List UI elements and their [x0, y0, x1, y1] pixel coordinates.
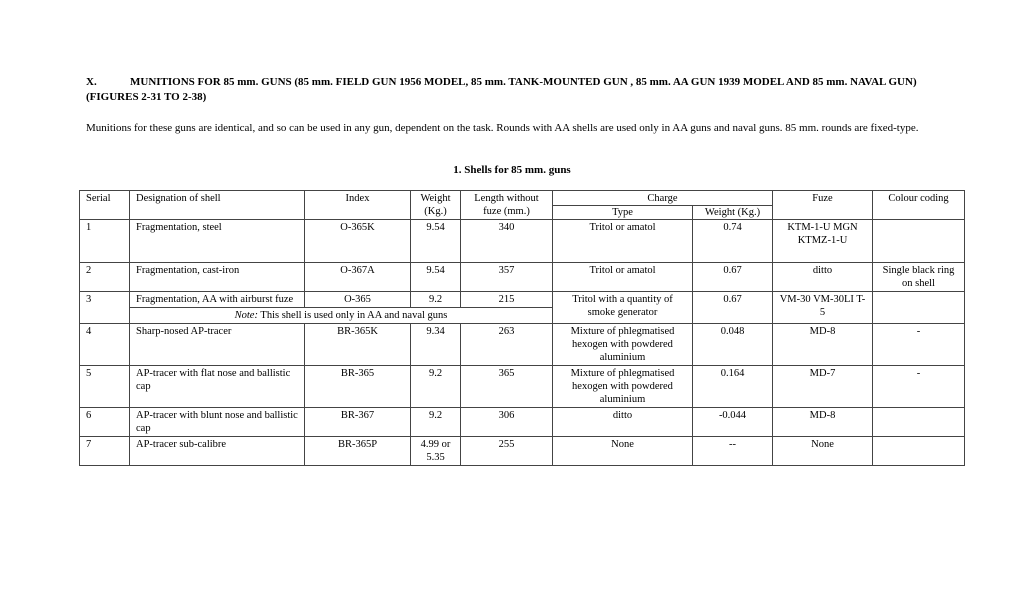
- shells-table: [79, 190, 965, 466]
- cell-fuze: KTM-1-U MGN KTMZ-1-U: [773, 220, 873, 263]
- table-row: [80, 366, 965, 408]
- note-cell: [130, 308, 553, 324]
- cell-length: 365: [461, 366, 553, 408]
- note-text: This shell is used only in AA and naval guns: [257, 310, 448, 321]
- table-caption: 1. Shells for 85 mm. guns: [453, 164, 571, 176]
- cell-colour: -: [873, 366, 965, 408]
- header-serial: Serial: [80, 191, 130, 220]
- cell-designation: Sharp-nosed AP-tracer: [130, 324, 305, 366]
- cell-serial: 1: [80, 220, 130, 263]
- table-row: [80, 324, 965, 366]
- cell-charge-weight: 0.164: [693, 366, 773, 408]
- cell-fuze: MD-8: [773, 324, 873, 366]
- cell-designation: Fragmentation, steel: [130, 220, 305, 263]
- cell-index: O-365: [305, 292, 411, 308]
- cell-fuze: MD-7: [773, 366, 873, 408]
- table-row: [80, 220, 965, 263]
- cell-designation: AP-tracer sub-calibre: [130, 437, 305, 466]
- cell-designation: Fragmentation, AA with airburst fuze: [130, 292, 305, 308]
- cell-colour: [873, 220, 965, 263]
- cell-index: BR-367: [305, 408, 411, 437]
- note-label: Note:: [234, 310, 258, 321]
- cell-serial: 6: [80, 408, 130, 437]
- header-index: Index: [305, 191, 411, 220]
- cell-colour: [873, 292, 965, 324]
- cell-fuze: VM-30 VM-30LI T-5: [773, 292, 873, 324]
- cell-index: O-365K: [305, 220, 411, 263]
- cell-weight: 9.54: [411, 263, 461, 292]
- cell-charge-type: Tritol or amatol: [553, 263, 693, 292]
- cell-colour: [873, 408, 965, 437]
- header-length: Length without fuze (mm.): [461, 191, 553, 220]
- cell-charge-type: Tritol or amatol: [553, 220, 693, 263]
- cell-charge-type: Mixture of phlegmatised hexogen with powdered aluminium: [553, 324, 693, 366]
- cell-serial: 3: [80, 292, 130, 324]
- cell-colour: Single black ring on shell: [873, 263, 965, 292]
- cell-charge-type: Mixture of phlegmatised hexogen with powdered aluminium: [553, 366, 693, 408]
- cell-weight: 9.2: [411, 366, 461, 408]
- cell-charge-weight: --: [693, 437, 773, 466]
- cell-length: 215: [461, 292, 553, 308]
- cell-charge-weight: 0.67: [693, 292, 773, 324]
- cell-weight: 4.99 or 5.35: [411, 437, 461, 466]
- cell-index: BR-365P: [305, 437, 411, 466]
- cell-serial: 2: [80, 263, 130, 292]
- cell-fuze: MD-8: [773, 408, 873, 437]
- cell-fuze: None: [773, 437, 873, 466]
- cell-length: 263: [461, 324, 553, 366]
- cell-charge-weight: 0.048: [693, 324, 773, 366]
- section-title: MUNITIONS FOR 85 mm. GUNS (85 mm. FIELD GUN 1956 MODEL, 85 mm. TANK-MOUNTED GUN , 85 mm. AA GUN 1939 MODEL AND 85 mm. NAVAL GUN) (FIGURES 2-31 TO 2-38): [86, 76, 917, 103]
- table-row: [80, 263, 965, 292]
- cell-designation: Fragmentation, cast-iron: [130, 263, 305, 292]
- cell-weight: 9.2: [411, 408, 461, 437]
- cell-charge-type: None: [553, 437, 693, 466]
- section-heading: [86, 75, 956, 105]
- cell-length: 340: [461, 220, 553, 263]
- cell-weight: 9.34: [411, 324, 461, 366]
- cell-serial: 7: [80, 437, 130, 466]
- header-charge-type: Type: [553, 206, 693, 220]
- cell-charge-type: Tritol with a quantity of smoke generator: [553, 292, 693, 324]
- header-colour: Colour coding: [873, 191, 965, 220]
- table-row: [80, 408, 965, 437]
- cell-index: BR-365K: [305, 324, 411, 366]
- cell-length: 357: [461, 263, 553, 292]
- cell-charge-weight: 0.67: [693, 263, 773, 292]
- cell-fuze: ditto: [773, 263, 873, 292]
- header-charge: Charge: [553, 191, 773, 206]
- header-row: [80, 191, 965, 206]
- cell-designation: AP-tracer with blunt nose and ballistic cap: [130, 408, 305, 437]
- cell-length: 255: [461, 437, 553, 466]
- cell-index: BR-365: [305, 366, 411, 408]
- cell-index: O-367A: [305, 263, 411, 292]
- section-number: X.: [86, 76, 97, 88]
- header-fuze: Fuze: [773, 191, 873, 220]
- cell-serial: 5: [80, 366, 130, 408]
- header-weight: Weight (Kg.): [411, 191, 461, 220]
- cell-charge-weight: 0.74: [693, 220, 773, 263]
- cell-charge-weight: -0.044: [693, 408, 773, 437]
- cell-weight: 9.54: [411, 220, 461, 263]
- cell-length: 306: [461, 408, 553, 437]
- intro-paragraph: Munitions for these guns are identical, and so can be used in any gun, dependent on the task. Rounds with AA shells are used only in AA guns and naval guns. 85 mm. rounds are fixed-type.: [86, 122, 919, 134]
- cell-designation: AP-tracer with flat nose and ballistic cap: [130, 366, 305, 408]
- table-row: [80, 437, 965, 466]
- cell-charge-type: ditto: [553, 408, 693, 437]
- cell-colour: [873, 437, 965, 466]
- cell-colour: -: [873, 324, 965, 366]
- table-row: [80, 292, 965, 308]
- cell-serial: 4: [80, 324, 130, 366]
- header-designation: Designation of shell: [130, 191, 305, 220]
- header-charge-weight: Weight (Kg.): [693, 206, 773, 220]
- cell-weight: 9.2: [411, 292, 461, 308]
